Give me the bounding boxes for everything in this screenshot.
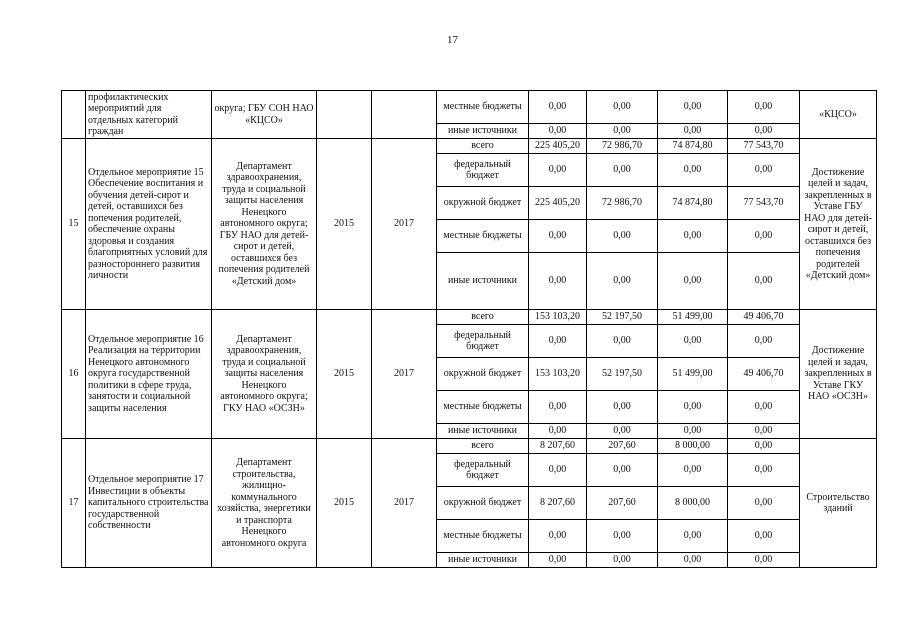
source-cell: федеральный бюджет (437, 454, 529, 487)
value-cell: 0,00 (658, 124, 728, 139)
value-cell: 0,00 (728, 220, 800, 253)
value-cell: 0,00 (658, 520, 728, 553)
source-cell: местные бюджеты (437, 91, 529, 124)
value-cell: 225 405,20 (529, 139, 587, 154)
value-cell: 51 499,00 (658, 310, 728, 325)
value-cell: 52 197,50 (587, 358, 658, 391)
source-cell: федеральный бюджет (437, 154, 529, 187)
value-cell: 0,00 (587, 253, 658, 310)
start-year-cell: 2015 (317, 139, 372, 310)
page-number: 17 (447, 34, 458, 46)
value-cell: 0,00 (587, 454, 658, 487)
end-year-cell: 2017 (372, 310, 437, 439)
source-cell: иные источники (437, 124, 529, 139)
source-cell: иные источники (437, 253, 529, 310)
value-cell: 0,00 (529, 220, 587, 253)
source-cell: иные источники (437, 424, 529, 439)
value-cell: 8 207,60 (529, 439, 587, 454)
source-cell: местные бюджеты (437, 391, 529, 424)
value-cell: 153 103,20 (529, 310, 587, 325)
value-cell: 153 103,20 (529, 358, 587, 391)
value-cell: 72 986,70 (587, 187, 658, 220)
value-cell: 0,00 (728, 325, 800, 358)
event-cell: профилактических мероприятий для отдельных категорий граждан (86, 91, 212, 139)
value-cell: 0,00 (587, 124, 658, 139)
value-cell: 74 874,80 (658, 139, 728, 154)
value-cell: 225 405,20 (529, 187, 587, 220)
row-number: 16 (62, 310, 86, 439)
result-cell: «КЦСО» (800, 91, 877, 139)
value-cell: 0,00 (529, 553, 587, 568)
source-cell: окружной бюджет (437, 358, 529, 391)
event-cell: Отдельное мероприятие 15 Обеспечение воспитания и обучения детей-сирот и детей, оставшихся без попечения родителей, обеспечение охраны здоровья и создания благоприятных условий для разностороннего развития личности (86, 139, 212, 310)
table-row (62, 310, 877, 325)
value-cell: 49 406,70 (728, 358, 800, 391)
row-number: 15 (62, 139, 86, 310)
executor-cell: округа; ГБУ СОН НАО «КЦСО» (212, 91, 317, 139)
value-cell: 0,00 (728, 154, 800, 187)
value-cell: 0,00 (728, 439, 800, 454)
value-cell: 0,00 (529, 391, 587, 424)
value-cell: 8 000,00 (658, 439, 728, 454)
value-cell: 0,00 (728, 487, 800, 520)
value-cell: 0,00 (529, 253, 587, 310)
number-cell (62, 91, 86, 139)
table-body (62, 91, 877, 568)
value-cell: 8 000,00 (658, 487, 728, 520)
program-table (61, 90, 877, 568)
value-cell: 0,00 (529, 520, 587, 553)
event-cell: Отдельное мероприятие 17 Инвестиции в объекты капитального строительства государственной собственности (86, 439, 212, 568)
value-cell: 0,00 (658, 553, 728, 568)
table-row (62, 139, 877, 154)
source-cell: всего (437, 439, 529, 454)
value-cell: 0,00 (587, 391, 658, 424)
value-cell: 0,00 (587, 553, 658, 568)
end-year-cell (372, 91, 437, 139)
value-cell: 0,00 (658, 391, 728, 424)
start-year-cell: 2015 (317, 310, 372, 439)
start-year-cell: 2015 (317, 439, 372, 568)
value-cell: 0,00 (728, 91, 800, 124)
value-cell: 0,00 (658, 91, 728, 124)
value-cell: 0,00 (587, 325, 658, 358)
executor-cell: Департамент здравоохранения, труда и социальной защиты населения Ненецкого автономного округа; ГКУ НАО «ОСЗН» (212, 310, 317, 439)
executor-cell: Департамент строительства, жилищно-коммунального хозяйства, энергетики и транспорта Ненецкого автономного округа (212, 439, 317, 568)
value-cell: 8 207,60 (529, 487, 587, 520)
value-cell: 0,00 (728, 391, 800, 424)
source-cell: местные бюджеты (437, 220, 529, 253)
value-cell: 77 543,70 (728, 139, 800, 154)
value-cell: 0,00 (529, 124, 587, 139)
value-cell: 0,00 (587, 154, 658, 187)
start-year-cell (317, 91, 372, 139)
end-year-cell: 2017 (372, 439, 437, 568)
value-cell: 52 197,50 (587, 310, 658, 325)
value-cell: 0,00 (587, 91, 658, 124)
table-row (62, 439, 877, 454)
value-cell: 0,00 (728, 454, 800, 487)
value-cell: 0,00 (728, 424, 800, 439)
source-cell: местные бюджеты (437, 520, 529, 553)
value-cell: 0,00 (658, 154, 728, 187)
source-cell: всего (437, 310, 529, 325)
value-cell: 0,00 (728, 520, 800, 553)
source-cell: окружной бюджет (437, 187, 529, 220)
value-cell: 49 406,70 (728, 310, 800, 325)
value-cell: 0,00 (658, 325, 728, 358)
value-cell: 0,00 (529, 454, 587, 487)
value-cell: 0,00 (587, 520, 658, 553)
value-cell: 0,00 (529, 91, 587, 124)
value-cell: 0,00 (658, 220, 728, 253)
source-cell: окружной бюджет (437, 487, 529, 520)
end-year-cell: 2017 (372, 139, 437, 310)
value-cell: 72 986,70 (587, 139, 658, 154)
result-cell: Строительство зданий (800, 439, 877, 568)
value-cell: 0,00 (658, 253, 728, 310)
result-cell: Достижение целей и задач, закрепленных в Уставе ГБУ НАО для детей-сирот и детей, оставшихся без попечения родителей «Детский дом» (800, 139, 877, 310)
value-cell: 0,00 (529, 325, 587, 358)
value-cell: 77 543,70 (728, 187, 800, 220)
value-cell: 0,00 (529, 154, 587, 187)
value-cell: 0,00 (728, 253, 800, 310)
source-cell: федеральный бюджет (437, 325, 529, 358)
value-cell: 0,00 (529, 424, 587, 439)
value-cell: 0,00 (728, 124, 800, 139)
value-cell: 207,60 (587, 487, 658, 520)
value-cell: 0,00 (658, 454, 728, 487)
table-row (62, 91, 877, 124)
value-cell: 0,00 (587, 424, 658, 439)
value-cell: 207,60 (587, 439, 658, 454)
value-cell: 74 874,80 (658, 187, 728, 220)
row-number: 17 (62, 439, 86, 568)
result-cell: Достижение целей и задач, закрепленных в Уставе ГКУ НАО «ОСЗН» (800, 310, 877, 439)
value-cell: 0,00 (587, 220, 658, 253)
value-cell: 0,00 (728, 553, 800, 568)
source-cell: всего (437, 139, 529, 154)
source-cell: иные источники (437, 553, 529, 568)
event-cell: Отдельное мероприятие 16 Реализация на территории Ненецкого автономного округа государственной политики в сфере труда, занятости и социальной защиты населения (86, 310, 212, 439)
value-cell: 51 499,00 (658, 358, 728, 391)
executor-cell: Департамент здравоохранения, труда и социальной защиты населения Ненецкого автономного округа; ГБУ НАО для детей-сирот и детей, оставшихся без попечения родителей «Детский дом» (212, 139, 317, 310)
value-cell: 0,00 (658, 424, 728, 439)
